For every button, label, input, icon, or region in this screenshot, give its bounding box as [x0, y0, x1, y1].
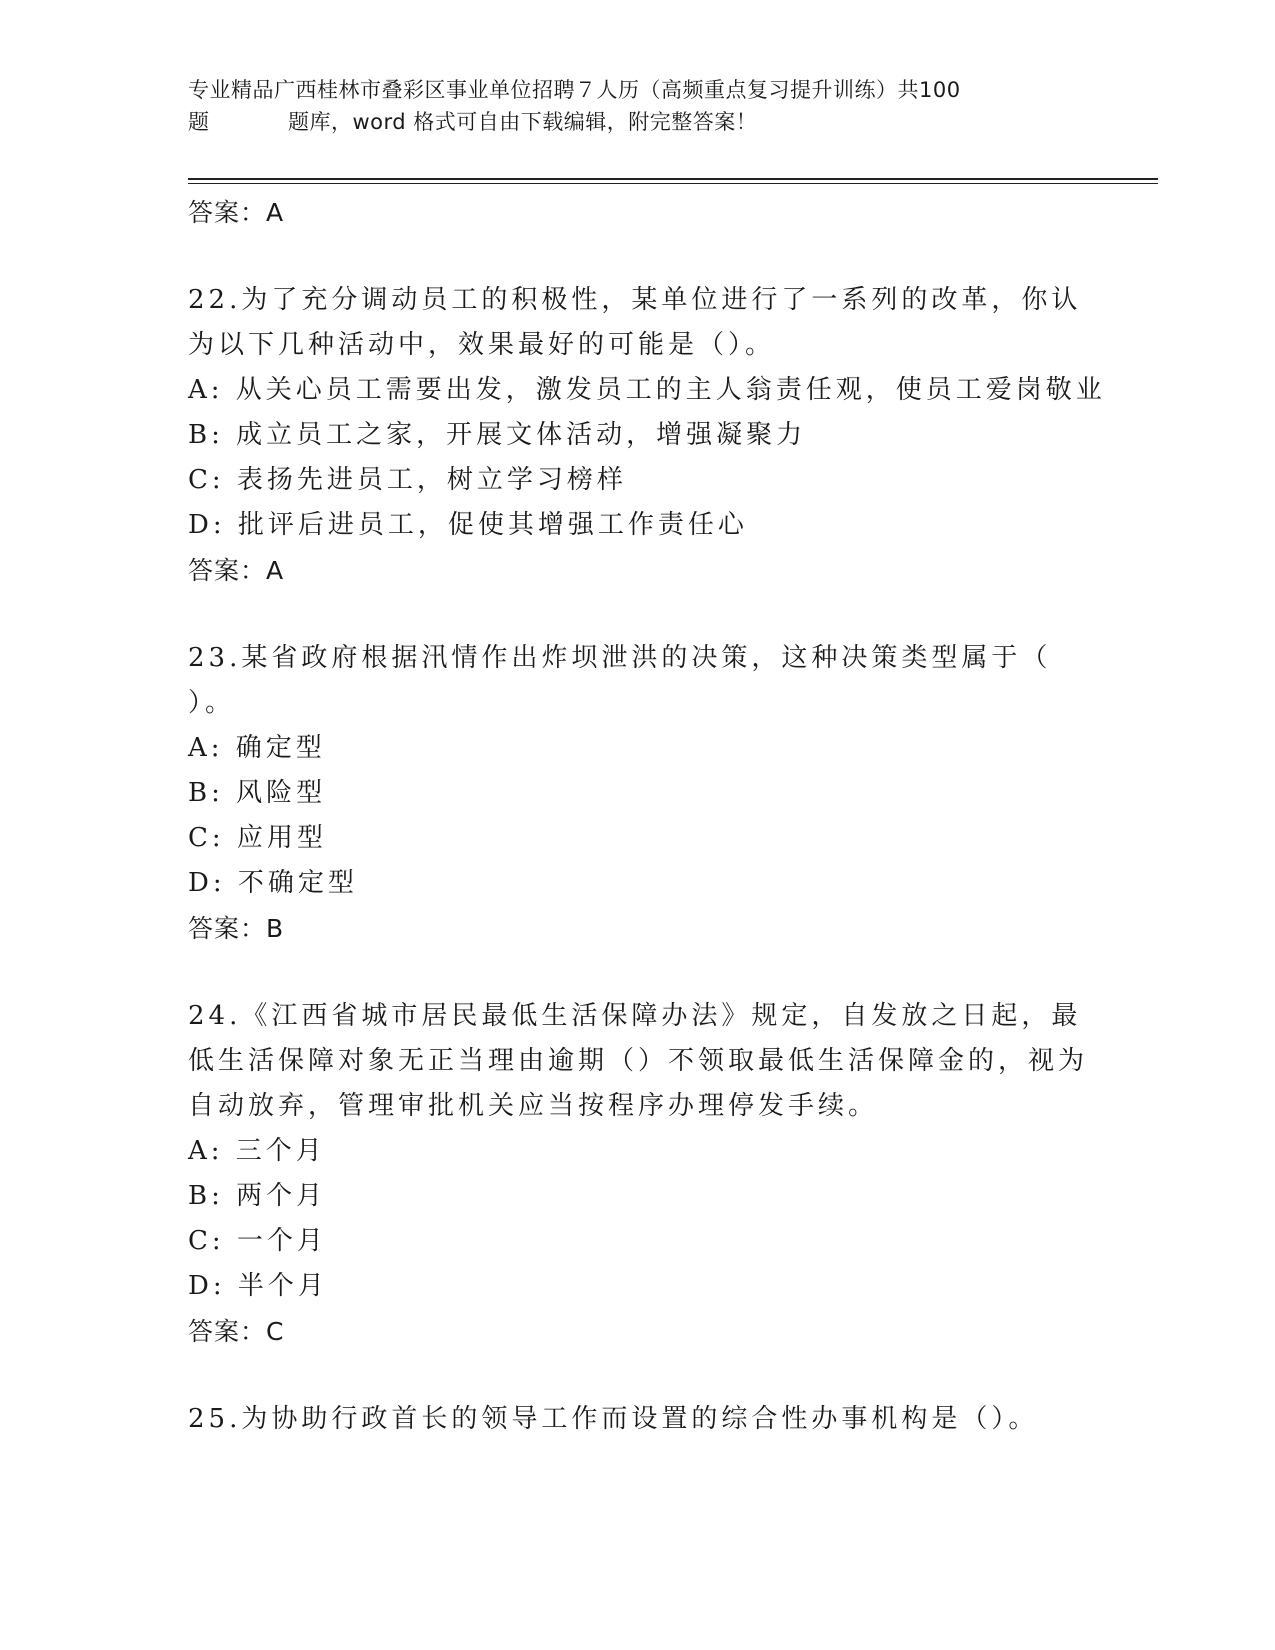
document-body	[188, 190, 1106, 1442]
question-24-option-d: D: 半个月	[188, 1271, 328, 1301]
question-22-option-c: C: 表扬先进员工，树立学习榜样	[188, 465, 627, 495]
question-22-answer: 答案：A	[188, 556, 285, 585]
question-23-text-line2: ）。	[188, 688, 236, 718]
question-22	[188, 278, 1106, 593]
question-24-text: 24.《江西省城市居民最低生活保障办法》规定，自发放之日起，最低生活保障对象无正当理由逾期（）不领取最低生活保障金的，视为自动放弃，管理审批机关应当按程序办理停发手续。	[188, 1001, 1089, 1121]
question-24-option-a: A: 三个月	[188, 1136, 326, 1166]
header-rule-thin	[188, 183, 1158, 184]
spacer	[188, 235, 1088, 278]
question-23-option-d: D: 不确定型	[188, 868, 358, 898]
question-23-option-b: B: 风险型	[188, 778, 327, 808]
question-25	[188, 1397, 1088, 1442]
question-24-answer: 答案：C	[188, 1317, 285, 1346]
question-22-text: 22.为了充分调动员工的积极性，某单位进行了一系列的改革，你认为以下几种活动中，效果最好的可能是（）。	[188, 285, 1082, 360]
question-23	[188, 636, 1088, 951]
answer-21: 答案：A	[188, 198, 285, 227]
question-22-option-d: D: 批评后进员工，促使其增强工作责任心	[188, 510, 748, 540]
question-24	[188, 994, 1088, 1354]
question-23-answer: 答案：B	[188, 914, 285, 943]
header-title-line1: 专业精品广西桂林市叠彩区事业单位招聘７人历（高频重点复习提升训练）共100	[188, 78, 961, 102]
spacer	[188, 951, 1088, 994]
question-25-text: 25.为协助行政首长的领导工作而设置的综合性办事机构是（）。	[188, 1404, 1039, 1434]
header-line2-left: 题	[188, 110, 210, 134]
header-title-line2	[188, 106, 1088, 138]
document-header	[188, 74, 1088, 138]
question-24-option-c: C: 一个月	[188, 1226, 327, 1256]
question-22-option-b: B: 成立员工之家，开展文体活动，增强凝聚力	[188, 420, 807, 450]
spacer	[188, 593, 1088, 636]
question-23-option-c: C: 应用型	[188, 823, 327, 853]
question-23-option-a: A: 确定型	[188, 733, 326, 763]
question-23-text-line1: 23.某省政府根据汛情作出炸坝泄洪的决策，这种决策类型属于（	[188, 643, 1052, 673]
header-line2-right: 题库，word 格式可自由下载编辑，附完整答案！	[288, 110, 758, 134]
question-22-option-a: A: 从关心员工需要出发，激发员工的主人翁责任观，使员工爱岗敬业	[188, 375, 1106, 405]
question-24-option-b: B: 两个月	[188, 1181, 327, 1211]
header-rule-thick	[188, 178, 1158, 180]
spacer	[188, 1354, 1088, 1397]
